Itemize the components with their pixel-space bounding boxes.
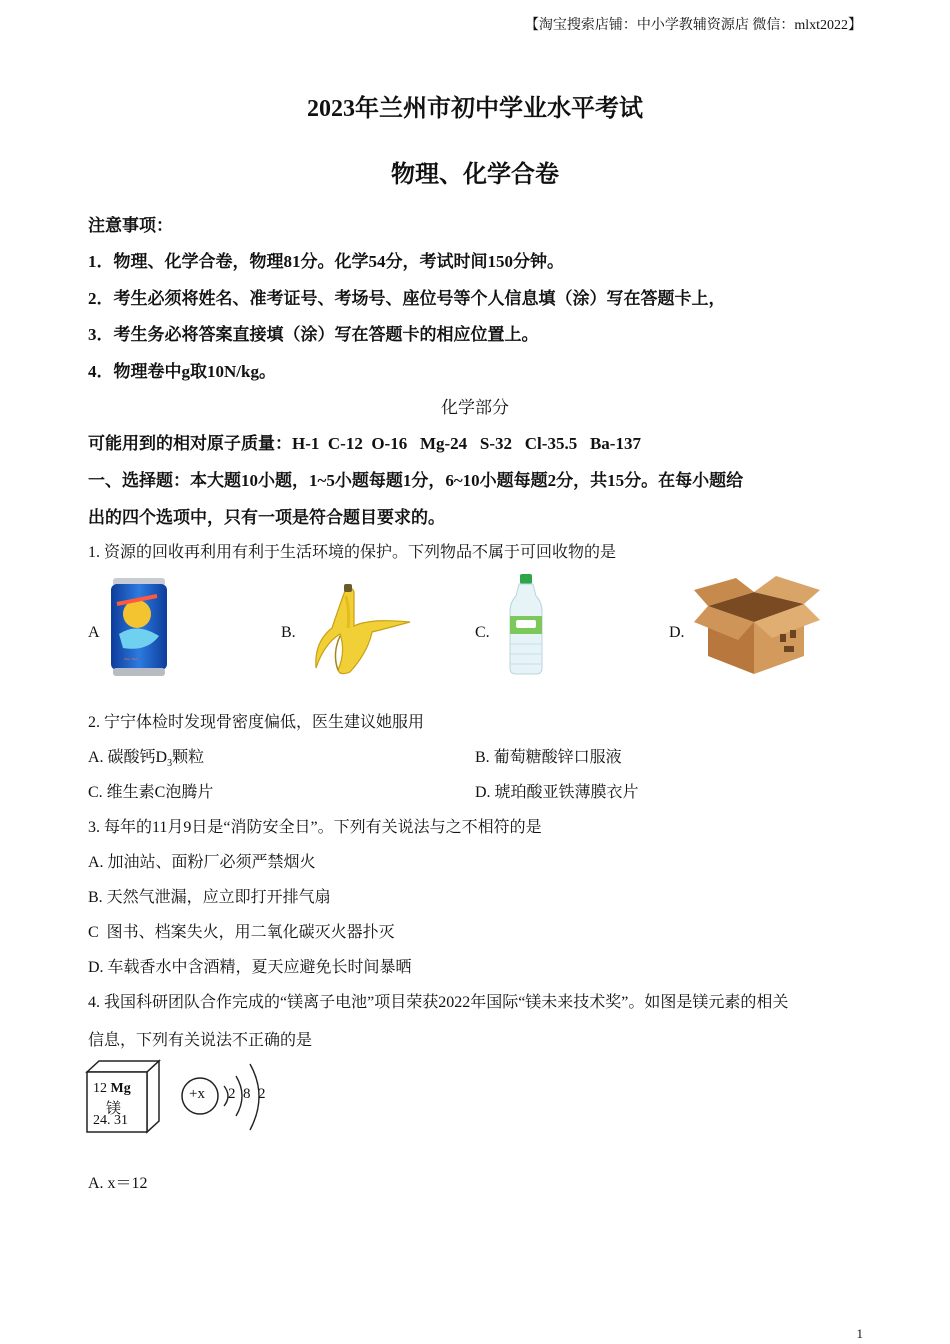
notice-item: 3．考生务必将答案直接填（涂）写在答题卡的相应位置上。 [88, 325, 539, 344]
element-name: 镁 [106, 1101, 122, 1117]
notice-item: 2．考生必须将姓名、准考证号、考场号、座位号等个人信息填（涂）写在答题卡上， [88, 289, 726, 308]
q2-option-a-subscript: 3 [167, 758, 173, 770]
exam-title: 2023年兰州市初中学业水平考试 [307, 96, 643, 122]
atom-nucleus-charge: +x [189, 1086, 205, 1102]
q3-option-b: B. 天然气泄漏，应立即打开排气扇 [88, 889, 331, 906]
notice-heading: 注意事项： [88, 216, 173, 235]
q1-option-d-label: D. [669, 624, 685, 641]
q3-option-a: A. 加油站、面粉厂必须严禁烟火 [88, 854, 316, 871]
cardboard-box-image [692, 572, 824, 676]
q2-option-d: D. 琥珀酸亚铁薄膜衣片 [475, 784, 639, 801]
banana-image [310, 582, 418, 680]
exam-subtitle: 物理、化学合卷 [391, 162, 559, 188]
q2-option-a-text: A. 碳酸钙D [88, 749, 168, 766]
atomic-masses: 可能用到的相对原子质量：H-1 C-12 O-16 Mg-24 S-32 Cl-35.5 Ba-137 [88, 434, 641, 453]
notice-item: 4．物理卷中g取10N/kg。 [88, 362, 276, 381]
q1-option-a-label: A [88, 624, 100, 641]
q2-option-c: C. 维生素C泡腾片 [88, 784, 214, 801]
q3-stem: 3. 每年的11月9日是“消防安全日”。下列有关说法与之不相符的是 [88, 819, 542, 836]
q1-option-c-label: C. [475, 624, 490, 641]
atom-shell-1: 2 [228, 1086, 236, 1102]
part1-line2: 出的四个选项中，只有一项是符合题目要求的。 [88, 508, 445, 527]
q1-stem: 1. 资源的回收再利用有利于生活环境的保护。下列物品不属于可回收物的是 [88, 544, 617, 561]
q4-option-a: A. x＝12 [88, 1175, 148, 1192]
notice-item: 1．物理、化学合卷，物理81分。化学54分，考试时间150分钟。 [88, 252, 564, 271]
q4-stem-line1: 4. 我国科研团队合作完成的“镁离子电池”项目荣获2022年国际“镁未来技术奖”。如图是镁元素的相关 [88, 994, 789, 1011]
element-symbol: Mg [110, 1081, 131, 1096]
soda-can-image [107, 574, 171, 678]
atom-shell-3: 2 [258, 1086, 266, 1102]
q1-option-b-label: B. [281, 624, 296, 641]
atom-shell-2: 8 [243, 1086, 251, 1102]
q4-stem-line2: 信息，下列有关说法不正确的是 [88, 1032, 313, 1049]
element-number-symbol [93, 1081, 131, 1097]
q3-option-c: C 图书、档案失火，用二氧化碳灭火器扑灭 [88, 924, 395, 941]
q3-option-d: D. 车载香水中含酒精，夏天应避免长时间暴晒 [88, 959, 412, 976]
part1-line1: 一、选择题：本大题10小题，1~5小题每题1分，6~10小题每题2分，共15分。在每小题给 [88, 471, 744, 490]
q2-option-b: B. 葡萄糖酸锌口服液 [475, 749, 622, 766]
water-bottle-image [506, 572, 546, 676]
q2-option-a [88, 744, 204, 769]
q2-stem: 2. 宁宁体检时发现骨密度偏低，医生建议她服用 [88, 714, 425, 731]
page-number: 1 [856, 1326, 863, 1341]
header-note: 【淘宝搜索店铺：中小学教辅资源店 微信：mlxt2022】 [524, 18, 862, 33]
element-mass: 24. 31 [93, 1113, 128, 1128]
section-title: 化学部分 [441, 398, 509, 417]
svg-text:~~: ~~ [123, 655, 139, 665]
q2-option-a-suffix: 颗粒 [172, 749, 205, 766]
element-atomic-number: 12 [93, 1081, 107, 1096]
